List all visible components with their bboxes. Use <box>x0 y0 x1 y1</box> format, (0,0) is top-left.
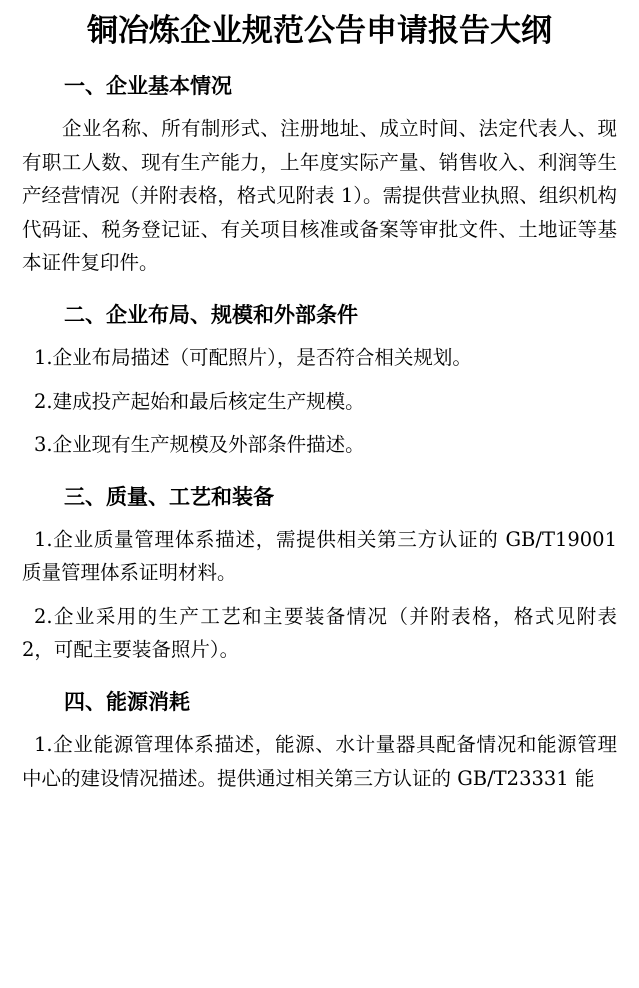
section-2-paragraph-2: 2.建成投产起始和最后核定生产规模。 <box>34 389 365 413</box>
section-heading-2: 二、企业布局、规模和外部条件 <box>64 302 358 327</box>
section-heading-4: 四、能源消耗 <box>64 690 190 715</box>
page-title: 铜冶炼企业规范公告申请报告大纲 <box>87 13 552 49</box>
section-2-paragraph-1: 1.企业布局描述（可配照片），是否符合相关规划。 <box>34 346 472 369</box>
section-heading-3: 三、质量、工艺和装备 <box>64 484 274 509</box>
section-2-paragraph-3: 3.企业现有生产规模及外部条件描述。 <box>34 433 365 457</box>
section-4-paragraph-1: 1.企业能源管理体系描述，能源、水计量器具配备情况和能源管理中心的建设情况描述。提供通过相关第三方认证的 GB/T23331 能 <box>22 733 617 790</box>
section-heading-1: 一、企业基本情况 <box>64 73 232 98</box>
section-3-paragraph-1: 1.企业质量管理体系描述，需提供相关第三方认证的 GB/T19001 质量管理体系证明材料。 <box>22 527 617 585</box>
section-3-paragraph-2: 2.企业采用的生产工艺和主要装备情况（并附表格，格式见附表 2，可配主要装备照片）。 <box>22 604 617 662</box>
section-1-paragraph-1: 企业名称、所有制形式、注册地址、成立时间、法定代表人、现有职工人数、现有生产能力，上年度实际产量、销售收入、利润等生产经营情况（并附表格，格式见附表 1）。需提供营业执照、组织机构代码证、税务登记证、有关项目核准或备案等审批文件、土地证等基本证件复印件。 <box>22 117 617 275</box>
